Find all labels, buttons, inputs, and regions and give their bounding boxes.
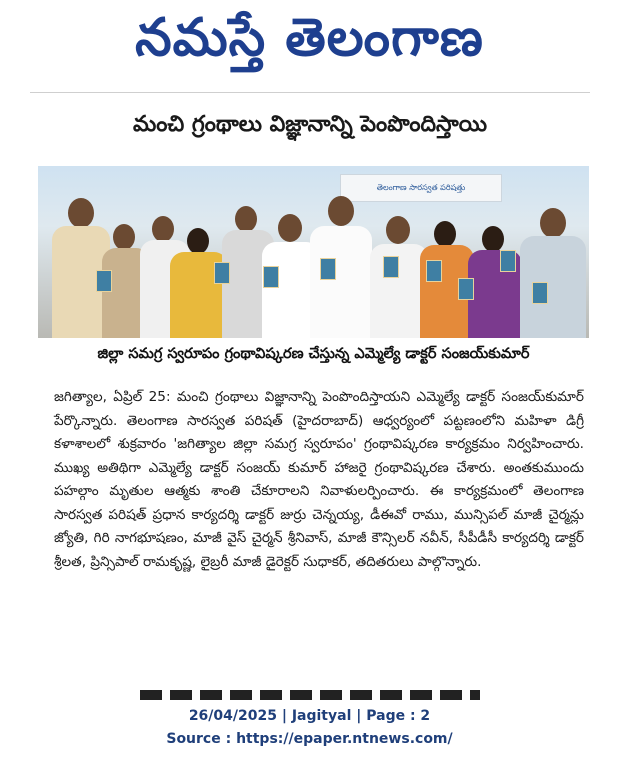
next-article-cut-headline xyxy=(140,686,480,700)
top-rule xyxy=(30,92,590,93)
article-headline: మంచి గ్రంథాలు విజ్ఞానాన్ని పెంపొందిస్తాయి xyxy=(132,112,488,137)
photo-person xyxy=(518,198,588,338)
article-body: జగిత్యాల, ఏప్రిల్ 25: మంచి గ్రంథాలు విజ్ఞానాన్ని పెంపొందిస్తాయని ఎమ్మెల్యే డాక్టర్ సంజయ్‌కుమార్ పేర్కొన్నారు. తెలంగాణ సారస్వత పరిషత్ (హైదరాబాద్) ఆధ్వర్యంలో పట్టణంలోని మహిళా డిగ్రీ కళాశాలలో శుక్రవారం 'జగిత్యాల జిల్లా సమగ్ర స్వరూపం' గ్రంథావిష్కరణ కార్యక్రమం నిర్వహించారు. ముఖ్య అతిథిగా ఎమ్మెల్యే డాక్టర్ సంజయ్ కుమార్ హాజరై గ్రంథావిష్కరణ చేశారు. అంతకుముందు పహల్గాం మృతుల ఆత్మకు శాంతి చేకూరాలని నివాళులర్పించారు. ఈ కార్యక్రమంలో తెలంగాణ సారస్వత పరిషత్ ప్రధాన కార్యదర్శి డాక్టర్ జుర్రు చెన్నయ్య, డీఈవో రాము, మున్సిపల్ మాజీ చైర్మన్లు జ్యోతి, గిరి నాగభూషణం, మాజీ వైస్ చైర్మన్ శ్రీనివాస్, మాజీ కౌన్సిలర్ నవీన్, సీపీడీసీ కార్యదర్శి డాక్టర్ శ్రీలత, ప్రిన్సిపాల్ రామకృష్ణ, లైబ్రరీ మాజీ డైరెక్టర్ సుధాకర్, తదితరులు పాల్గొన్నారు. xyxy=(54,389,584,570)
article-photo xyxy=(38,166,589,338)
photo-person xyxy=(466,218,522,338)
photo-caption: జిల్లా సమగ్ర స్వరూపం గ్రంథావిష్కరణ చేస్తున్న ఎమ్మెల్యే డాక్టర్ సంజయ్‌కుమార్ xyxy=(97,346,530,362)
footer-source: Source : https://epaper.ntnews.com/ xyxy=(166,731,453,747)
photo-person xyxy=(308,188,372,338)
footer-edition: 26/04/2025 | Jagityal | Page : 2 xyxy=(188,708,431,724)
masthead-logo: నమస్తే తెలంగాణ xyxy=(135,8,484,68)
photo-banner: తెలంగాణ సారస్వత పరిషత్తు xyxy=(340,174,502,202)
